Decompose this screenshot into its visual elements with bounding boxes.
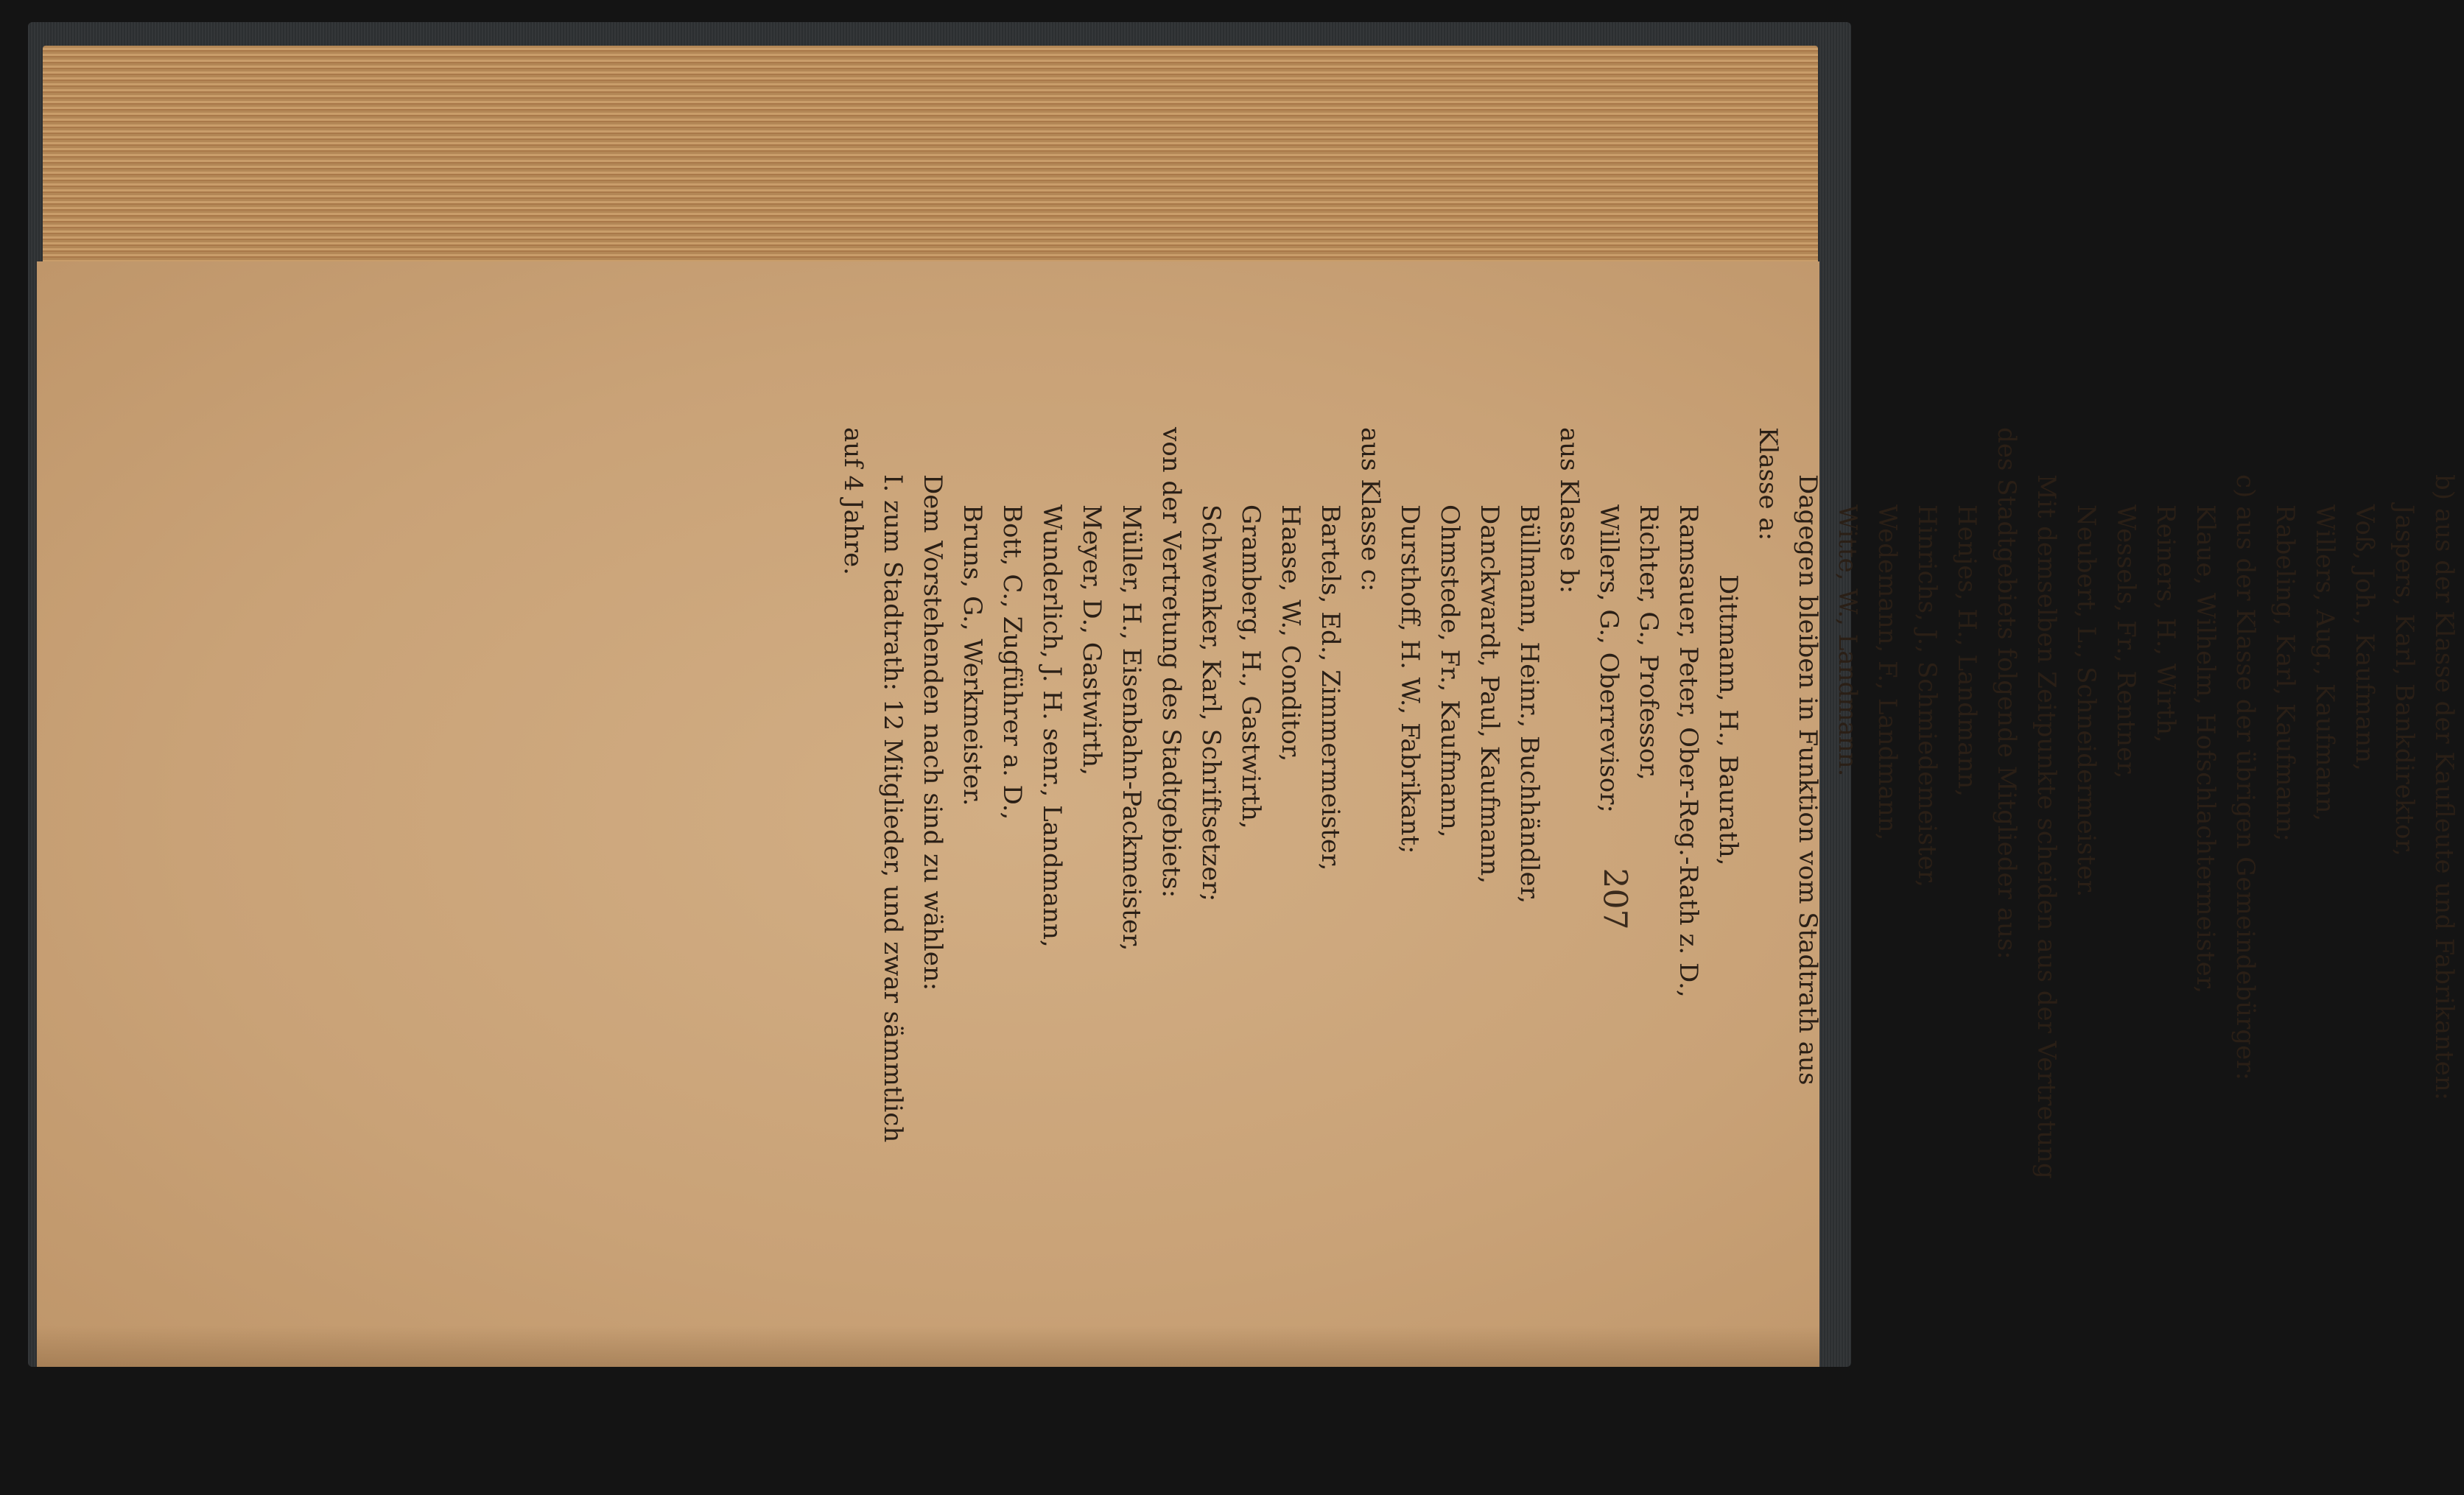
text-line: Willers, Aug., Kaufmann, <box>2310 504 2340 822</box>
page-number: 207 <box>1596 868 1634 930</box>
text-line: Dagegen bleiben in Funktion vom Stadtrath aus <box>1793 474 1822 1086</box>
text-line: Ohmstede, Fr., Kaufmann, <box>1435 504 1464 838</box>
text-line: Müller, H., Eisenbahn-Packmeister, <box>1117 504 1146 951</box>
page-text <box>838 427 2464 1495</box>
text-line: aus Klasse c: <box>1355 427 1385 592</box>
text-line: Willers, G., Oberrevisor; <box>1594 504 1624 813</box>
text-line: Witte, W., Landmann. <box>1833 504 1862 777</box>
text-line: Dem Vorstehenden nach sind zu wählen: <box>918 474 947 991</box>
text-line: Bott, C., Zugführer a. D., <box>997 504 1027 820</box>
text-line: Richter, G., Professor, <box>1634 504 1663 781</box>
text-line: Gramberg, H., Gastwirth, <box>1236 504 1266 829</box>
text-line: Dursthoff, H. W., Fabrikant; <box>1395 504 1425 854</box>
text-line: Wedemann, F., Landmann, <box>1872 504 1902 841</box>
text-line: Jaspers, Karl, Bankdirektor, <box>2390 504 2419 856</box>
text-line: Voß, Joh., Kaufmann, <box>2350 504 2379 771</box>
text-line: Schwenker, Karl, Schriftsetzer; <box>1196 504 1226 902</box>
text-line: Wunderlich, J. H. senr., Landmann, <box>1037 504 1067 948</box>
text-line: Büllmann, Heinr., Buchhändler, <box>1514 504 1544 904</box>
text-line: Meyer, D., Gastwirth, <box>1077 504 1106 776</box>
text-line: des Stadtgebiets folgende Mitglieder aus: <box>1992 427 2021 960</box>
text-line: Hinrichs, J., Schmiedemeister, <box>1912 504 1942 888</box>
text-line: Neubert, L., Schneidermeister. <box>2071 504 2101 898</box>
text-line: c) aus der Klasse der übrigen Gemeindebürger: <box>2230 474 2260 1080</box>
text-line: Klasse a: <box>1753 427 1783 541</box>
text-line: Danckwardt, Paul, Kaufmann, <box>1475 504 1504 884</box>
text-line: Klaue, Wilhelm, Hofschlachtermeister, <box>2191 504 2220 994</box>
text-line: Rabeling, Karl, Kaufmann; <box>2270 504 2300 842</box>
text-line: Dittmann, H., Baurath, <box>1713 574 1743 866</box>
text-line: Bartels, Ed., Zimmermeister, <box>1316 504 1345 871</box>
text-line: Ramsauer, Peter, Ober-Reg.-Rath z. D., <box>1674 504 1703 998</box>
text-line: I. zum Stadtrath: 12 Mitglieder, und zwar sämmtlich <box>878 474 908 1143</box>
text-line: auf 4 Jahre. <box>838 427 868 575</box>
text-line: Mit demselben Zeitpunkte scheiden aus der Vertretung <box>2032 474 2061 1179</box>
text-line: Henjes, H., Landmann, <box>1952 504 1982 798</box>
text-line: von der Vertretung des Stadtgebiets: <box>1156 427 1186 898</box>
text-line: Wessels, Fr., Rentner, <box>2111 504 2141 779</box>
text-line: b) aus der Klasse der Kaufleute und Fabrikanten: <box>2429 474 2459 1101</box>
text-line: Haase, W., Conditor, <box>1276 504 1305 762</box>
text-line: Reiners, H., Wirth, <box>2151 504 2180 743</box>
text-line: aus Klasse b: <box>1554 427 1584 594</box>
text-line: Bruns, G., Werkmeister. <box>958 504 987 806</box>
